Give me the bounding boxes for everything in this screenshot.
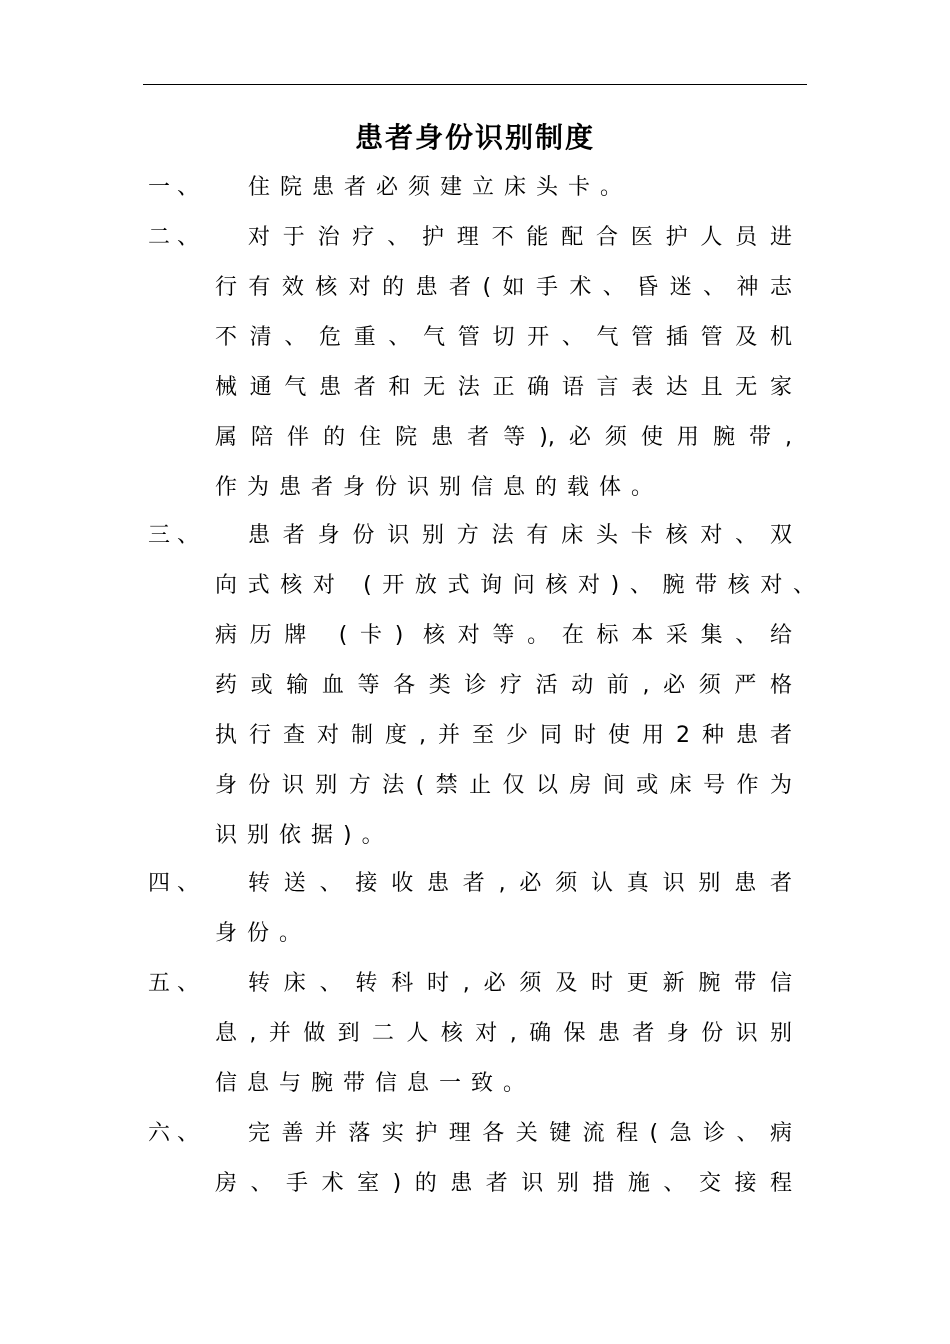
clause-number: 三、 (148, 523, 207, 548)
clause-line: 药或输血等各类诊疗活动前,必须严格 (215, 673, 792, 698)
clause-line: 完善并落实护理各关键流程(急诊、病 (248, 1121, 792, 1146)
clause-number: 五、 (148, 971, 207, 996)
clause-line: 信息与腕带信息一致。 (215, 1071, 536, 1096)
clause-line: 行有效核对的患者(如手术、昏迷、神志 (215, 275, 792, 300)
document-title: 患者身份识别制度 (354, 121, 595, 154)
clause-line: 向式核对 (开放式询问核对)、腕带核对、 (215, 573, 815, 598)
clause-line: 不清、危重、气管切开、气管插管及机 (215, 325, 792, 350)
header-rule (143, 84, 807, 85)
clause-line: 作为患者身份识别信息的载体。 (215, 475, 664, 500)
clause-number: 六、 (148, 1121, 207, 1146)
clause-line: 识别依据)。 (215, 823, 394, 848)
clause-line: 住院患者必须建立床头卡。 (248, 175, 633, 200)
clause-line: 对于治疗、护理不能配合医护人员进 (248, 225, 792, 250)
clause-line: 息,并做到二人核对,确保患者身份识别 (215, 1021, 792, 1046)
clause-line: 属陪伴的住院患者等),必须使用腕带, (215, 425, 792, 450)
clause-line: 患者身份识别方法有床头卡核对、双 (248, 523, 792, 548)
clause-line: 械通气患者和无法正确语言表达且无家 (215, 375, 792, 400)
clause-line: 转床、转科时,必须及时更新腕带信 (248, 971, 792, 996)
clause-line: 病历牌 (卡) 核对等。在标本采集、给 (215, 623, 792, 648)
clause-line: 身份识别方法(禁止仅以房间或床号作为 (215, 773, 792, 798)
clause-number: 一、 (148, 175, 207, 200)
clause-number: 二、 (148, 225, 207, 250)
clause-line: 转送、接收患者,必须认真识别患者 (248, 871, 792, 896)
clause-number: 四、 (148, 871, 207, 896)
clause-line: 房、手术室)的患者识别措施、交接程 (215, 1171, 792, 1196)
clause-line: 身份。 (215, 921, 312, 946)
clause-line: 执行查对制度,并至少同时使用2种患者 (215, 723, 792, 748)
